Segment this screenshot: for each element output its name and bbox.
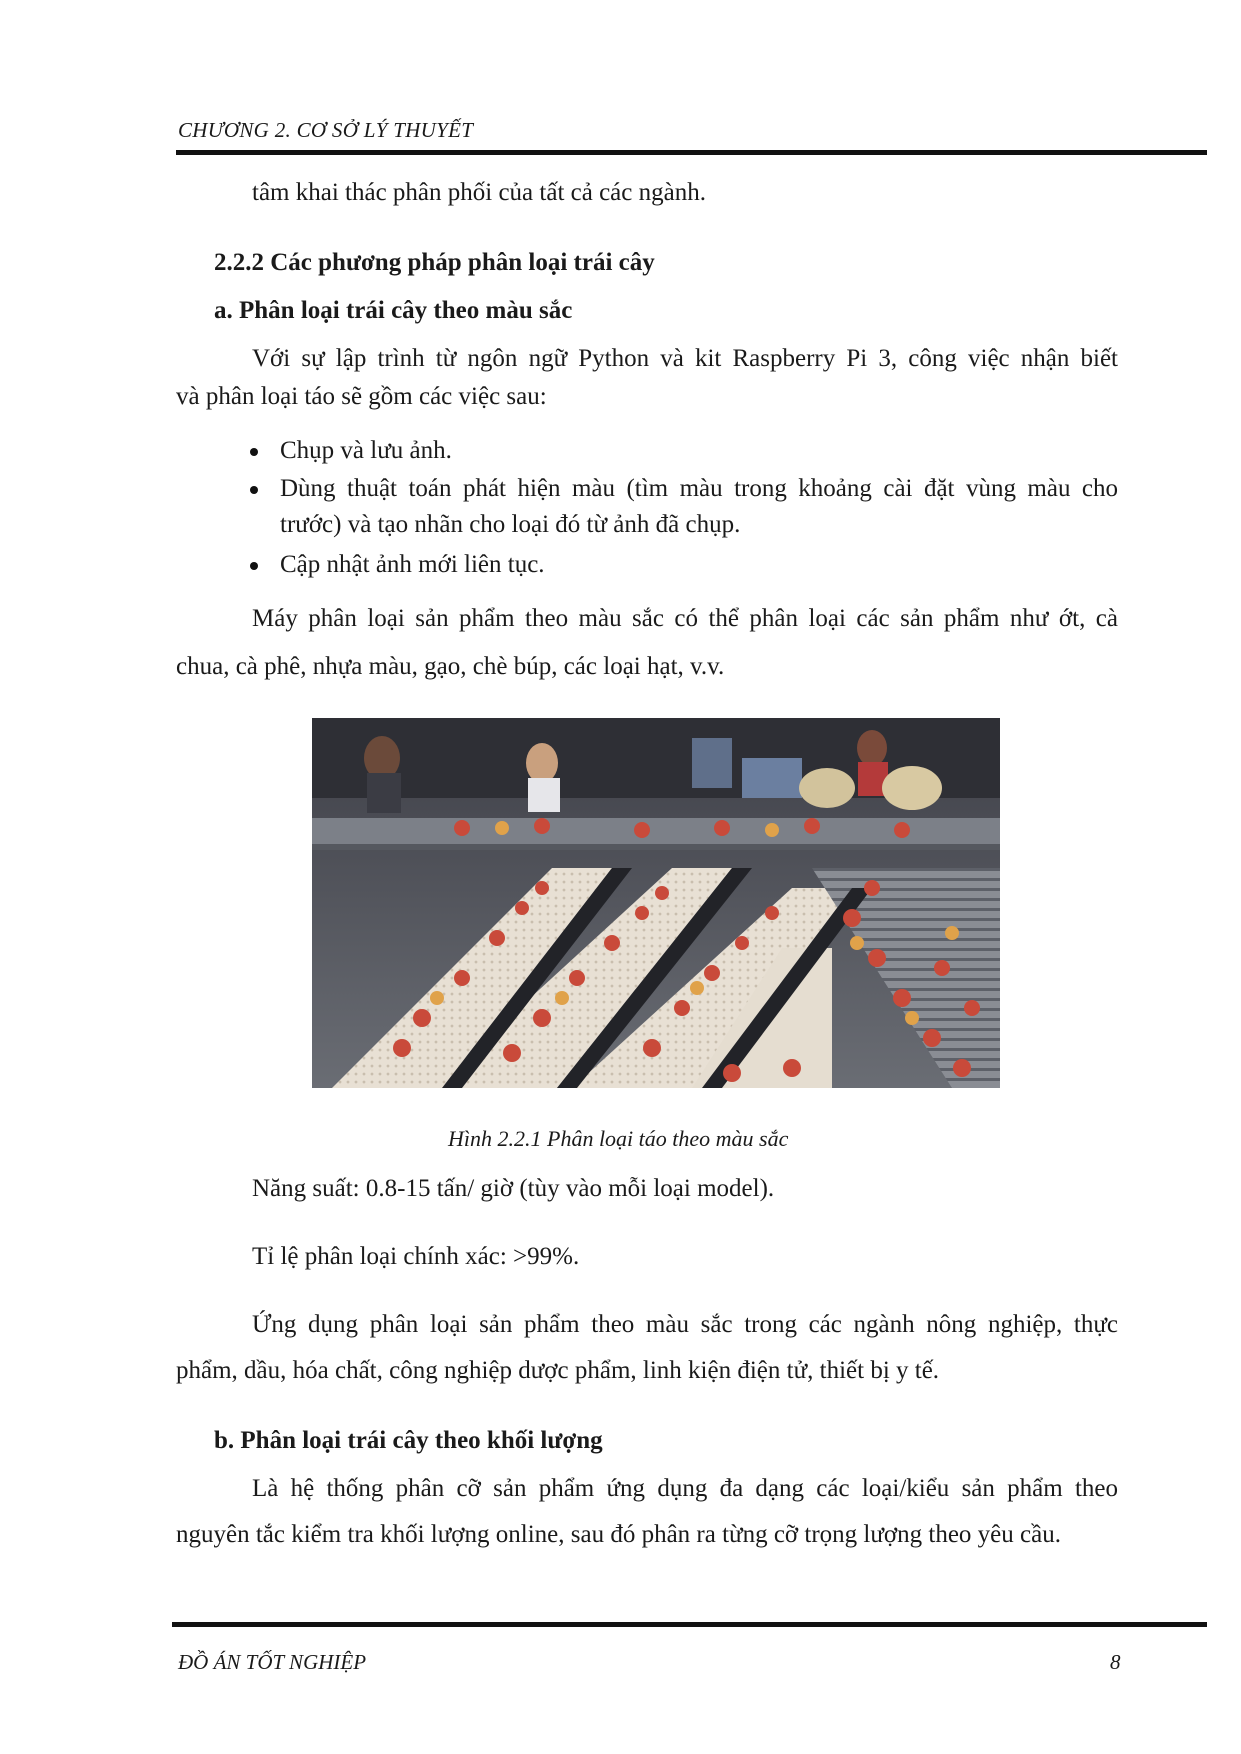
machine-paragraph-line1: Máy phân loại sản phẩm theo màu sắc có thể phân loại các sản phẩm như ớt, cà <box>252 605 1118 632</box>
weight-paragraph-line2: nguyên tắc kiểm tra khối lượng online, sau đó phân ra từng cỡ trọng lượng theo yêu cầu. <box>176 1521 1061 1548</box>
subsection-b-heading: b. Phân loại trái cây theo khối lượng <box>214 1427 603 1454</box>
continuation-text: tâm khai thác phân phối của tất cả các ngành. <box>252 179 706 206</box>
intro-paragraph-line2: và phân loại táo sẽ gồm các việc sau: <box>176 383 547 410</box>
header-divider <box>176 150 1207 155</box>
running-header: CHƯƠNG 2. CƠ SỞ LÝ THUYẾT <box>178 118 474 142</box>
figure-caption: Hình 2.2.1 Phân loại táo theo màu sắc <box>448 1126 789 1151</box>
bullet-icon <box>250 448 258 456</box>
intro-paragraph-line1: Với sự lập trình từ ngôn ngữ Python và kit Raspberry Pi 3, công việc nhận biết <box>252 345 1118 372</box>
accuracy-text: Tỉ lệ phân loại chính xác: >99%. <box>252 1243 580 1270</box>
bullet-item: Dùng thuật toán phát hiện màu (tìm màu trong khoảng cài đặt vùng màu cho <box>280 475 1118 502</box>
section-heading: 2.2.2 Các phương pháp phân loại trái cây <box>214 249 655 276</box>
bullet-icon <box>250 486 258 494</box>
bullet-item: Chụp và lưu ảnh. <box>280 437 452 464</box>
weight-paragraph-line1: Là hệ thống phân cỡ sản phẩm ứng dụng đa dạng các loại/kiểu sản phẩm theo <box>252 1475 1118 1502</box>
bullet-item: Cập nhật ảnh mới liên tục. <box>280 551 545 578</box>
bullet-icon <box>250 562 258 570</box>
application-paragraph-line1: Ứng dụng phân loại sản phẩm theo màu sắc trong các ngành nông nghiệp, thực <box>252 1311 1118 1338</box>
application-paragraph-line2: phẩm, dầu, hóa chất, công nghiệp dược phẩm, linh kiện điện tử, thiết bị y tế. <box>176 1357 940 1384</box>
footer-title: ĐỒ ÁN TỐT NGHIỆP <box>178 1650 367 1674</box>
bullet-item-continuation: trước) và tạo nhãn cho loại đó từ ảnh đã chụp. <box>280 511 741 538</box>
subsection-a-heading: a. Phân loại trái cây theo màu sắc <box>214 297 573 324</box>
footer-divider <box>172 1622 1207 1627</box>
productivity-text: Năng suất: 0.8-15 tấn/ giờ (tùy vào mỗi loại model). <box>252 1175 775 1202</box>
apple-sorting-photo <box>312 718 1000 1088</box>
page-number: 8 <box>1110 1650 1121 1674</box>
machine-paragraph-line2: chua, cà phê, nhựa màu, gạo, chè búp, các loại hạt, v.v. <box>176 653 725 680</box>
